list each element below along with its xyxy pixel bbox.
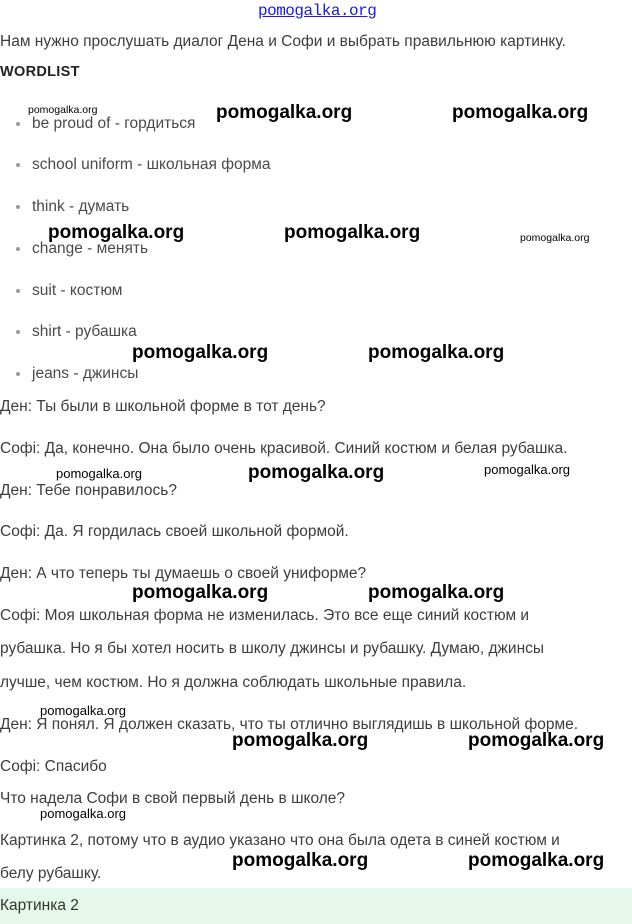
watermark-text: pomogalka.org <box>520 232 590 244</box>
bullet-icon <box>16 163 20 167</box>
watermark-text: pomogalka.org <box>216 102 353 123</box>
list-item <box>16 282 122 300</box>
bullet-icon <box>16 122 20 126</box>
dialog-line: Софі: Спасибо <box>0 758 107 775</box>
dialog-line: Ден: А что теперь ты думаешь о своей униформе? <box>0 565 367 582</box>
list-item-text: suit - костюм <box>32 282 123 299</box>
watermark-text: pomogalka.org <box>468 730 605 751</box>
dialog-line: Ден: Ты были в школьной форме в тот день? <box>0 398 326 415</box>
answer-text: Картинка 2 <box>0 897 79 914</box>
list-item <box>16 115 195 133</box>
dialog-line: рубашка. Но я бы хотел носить в школу джинсы и рубашку. Думаю, джинсы <box>0 640 545 657</box>
dialog-line: Софі: Да, конечно. Она было очень красивой. Синий костюм и белая рубашка. <box>0 440 568 457</box>
watermark-text: pomogalka.org <box>232 730 369 751</box>
dialog-line: Ден: Я понял. Я должен сказать, что ты отлично выглядишь в школьной форме. <box>0 716 579 733</box>
list-item <box>16 198 129 216</box>
intro-text: Нам нужно прослушать диалог Дена и Софи и выбрать правильнюю картинку. <box>0 33 566 50</box>
list-item-text: jeans - джинсы <box>32 365 139 382</box>
watermark-text: pomogalka.org <box>232 850 369 871</box>
watermark-text: pomogalka.org <box>368 582 505 603</box>
answer-box <box>0 888 632 924</box>
watermark-text: pomogalka.org <box>284 222 421 243</box>
watermark-text: pomogalka.org <box>40 806 126 821</box>
question-text: Что надела Софи в свой первый день в школе? <box>0 790 346 807</box>
list-item <box>16 323 137 341</box>
bullet-icon <box>16 330 20 334</box>
list-item <box>16 365 138 383</box>
watermark-text: pomogalka.org <box>484 462 570 477</box>
list-item-text: shirt - рубашка <box>32 323 137 340</box>
list-item <box>16 156 271 174</box>
list-item-text: think - думать <box>32 198 130 215</box>
bullet-icon <box>16 372 20 376</box>
watermark-text: pomogalka.org <box>40 703 126 718</box>
bullet-icon <box>16 289 20 293</box>
bullet-icon <box>16 247 20 251</box>
watermark-text: pomogalka.org <box>48 222 185 243</box>
dialog-line: Ден: Тебе понравилось? <box>0 482 177 499</box>
watermark-text: pomogalka.org <box>56 466 142 481</box>
watermark-text: pomogalka.org <box>468 850 605 871</box>
watermark-text: pomogalka.org <box>28 104 98 116</box>
watermark-text: pomogalka.org <box>248 462 385 483</box>
watermark-text: pomogalka.org <box>368 342 505 363</box>
watermark-text: pomogalka.org <box>452 102 589 123</box>
list-item-text: be proud of - гордиться <box>32 115 196 132</box>
explanation-line: белу рубашку. <box>0 865 102 882</box>
dialog-line: лучше, чем костюм. Но я должна соблюдать школьные правила. <box>0 674 467 691</box>
explanation-line: Картинка 2, потому что в аудио указано что она была одета в синей костюм и <box>0 832 560 849</box>
dialog-line: Софі: Да. Я гордилась своей школьной формой. <box>0 523 349 540</box>
list-item-text: change - менять <box>32 240 149 257</box>
wordlist-heading: WORDLIST <box>0 64 80 80</box>
list-item-text: school uniform - школьная форма <box>32 156 271 173</box>
dialog-line: Софі: Моя школьная форма не изменилась. Это все еще синий костюм и <box>0 607 530 624</box>
bullet-icon <box>16 205 20 209</box>
site-header-link[interactable]: pomogalka.org <box>258 2 377 20</box>
watermark-text: pomogalka.org <box>132 342 269 363</box>
watermark-text: pomogalka.org <box>132 582 269 603</box>
